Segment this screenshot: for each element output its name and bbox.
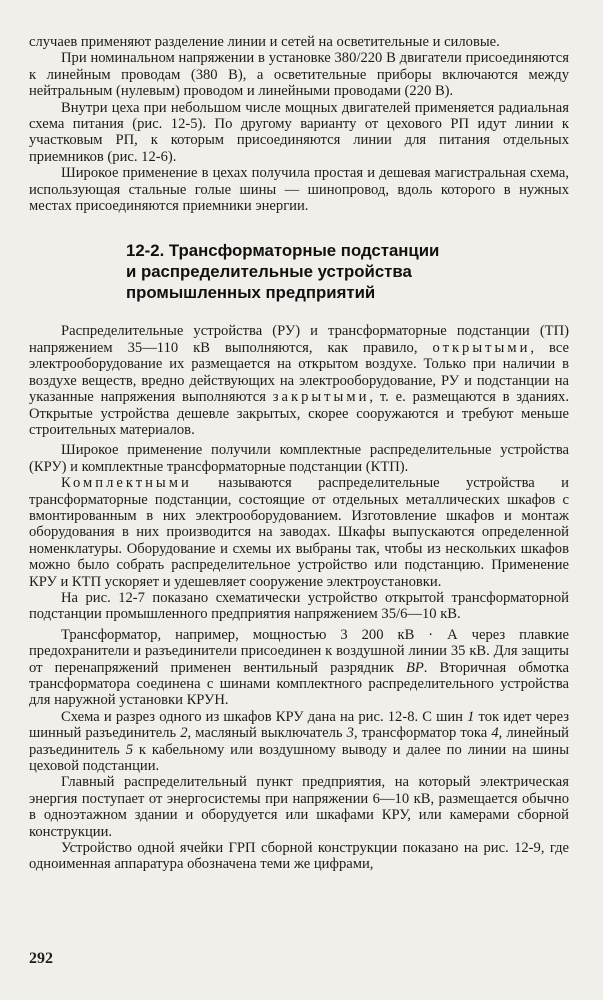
paragraph: Широкое применение в цехах получила простая и дешевая магистральная схема, использующая стальные голые шины — шинопровод, вдоль которого в нужных местах присоединяются приемники энергии. xyxy=(29,165,569,215)
paragraph-kru-definition xyxy=(29,475,569,590)
paragraph: случаев применяют разделение линии и сетей на осветительные и силовые. xyxy=(29,34,500,50)
item-number: 4 xyxy=(491,725,499,742)
text-run: Схема и разрез одного из шкафов КРУ дана на рис. 12-8. С шин xyxy=(61,708,468,725)
page-number: 292 xyxy=(29,950,53,967)
emphasis: ВР xyxy=(405,659,424,676)
emphasis: открытыми xyxy=(432,339,531,356)
emphasis: закрытыми xyxy=(272,389,370,406)
text-run: Трансформатор, например, мощностью 3 200 кВ · А через плавкие предохранители и разъединители присоединен к воздушной линии 35 кВ. Для защиты от перенапряжений применен вентильный разрядник xyxy=(29,626,569,676)
paragraph: При номинальном напряжении в установке 380/220 В двигатели присоединяются к линейным проводам (380 В), а осветительные приборы включаются между нейтральным (нулевым) проводом и линейными проводами (220 В). xyxy=(29,50,569,100)
item-number: 5 xyxy=(125,741,133,758)
paragraph-scheme xyxy=(29,709,569,775)
heading-line: и распределительные устройства xyxy=(126,262,412,282)
paragraph: На рис. 12-7 показано схематически устройство открытой трансформаторной подстанции промышленного предприятия напряжением 35/6—10 кВ. xyxy=(29,589,569,623)
paragraph: Главный распределительный пункт предприятия, на который электрическая энергия поступает от энергосистемы при напряжении 6—10 кВ, размещается обычно в одноэтажном здании и оборудуется или шкафами КРУ, или камерами сборной конструкции. xyxy=(29,774,569,840)
text-run: к кабельному или воздушному выводу и далее по линии на шины цеховой подстанции. xyxy=(29,741,569,775)
paragraph: Широкое применение получили комплектные распределительные устройства (КРУ) и комплектные трансформаторные подстанции (КТП). xyxy=(29,442,569,475)
text-run: , масляный выключатель xyxy=(187,725,347,742)
text-run: , все электрооборудование их размещается на открытом воздухе. Только при наличии в воздухе веществ, вредно действующих на электрооборудование, РУ и подстанции на указанные напряжения выполняются xyxy=(29,339,569,406)
text-run: , т. е. размещаются в зданиях. Открытые устройства дешевле закрытых, скорее сооружаются и требуют меньше строительных материалов. xyxy=(29,389,569,438)
top-text-block xyxy=(29,34,569,214)
heading-line: промышленных предприятий xyxy=(126,283,376,303)
paragraph-transformer xyxy=(29,627,569,709)
paragraph: Внутри цеха при небольшом числе мощных двигателей применяется радиальная схема питания (рис. 12-5). По другому варианту от цехового РП идут линии к участковым РП, к которым присоединяются линии для питания отдельных приемников (рис. 12-6). xyxy=(29,99,569,165)
item-number: 3 xyxy=(346,725,354,742)
section-heading xyxy=(126,240,569,303)
text-run: , трансформатор тока xyxy=(353,725,492,742)
text-run: , линейный разъединитель xyxy=(29,725,569,758)
text-run: Распределительные устройства (РУ) и трансформаторные подстанции (ТП) напряжением 35—110 кВ выполняются, как правило, xyxy=(29,323,569,356)
paragraph-ru xyxy=(29,323,569,438)
paragraph: Устройство одной ячейки ГРП сборной конструкции показано на рис. 12-9, где одноименная аппаратура обозначена теми же цифрами, xyxy=(29,840,569,873)
section-body xyxy=(29,323,569,872)
heading-line: 12-2. Трансформаторные подстанции xyxy=(126,241,440,261)
emphasis: Комплектными xyxy=(61,475,192,492)
text-run: ток идет через шинный разъединитель xyxy=(29,708,569,742)
text-run: . Вторичная обмотка трансформатора соединена с шинами комплектного распределительного устройства для наружной установки КРУН. xyxy=(29,659,569,709)
text-run: называются распределительные устройства и трансформаторные подстанции, состоящие от отдельных металлических шкафов с вмонтированным в них электрооборудованием. Изготовление шкафов и монтаж оборудования в них производится на заводах. Шкафы выпускаются определенной номенклатуры. Оборудование и схемы их выбраны так, чтобы из нескольких шкафов можно было собрать распределительное устройство или подстанцию. Применение КРУ и КТП ускоряет и удешевляет сооружение электроустановки. xyxy=(29,475,569,590)
item-number: 1 xyxy=(467,708,475,725)
item-number: 2 xyxy=(180,725,188,742)
